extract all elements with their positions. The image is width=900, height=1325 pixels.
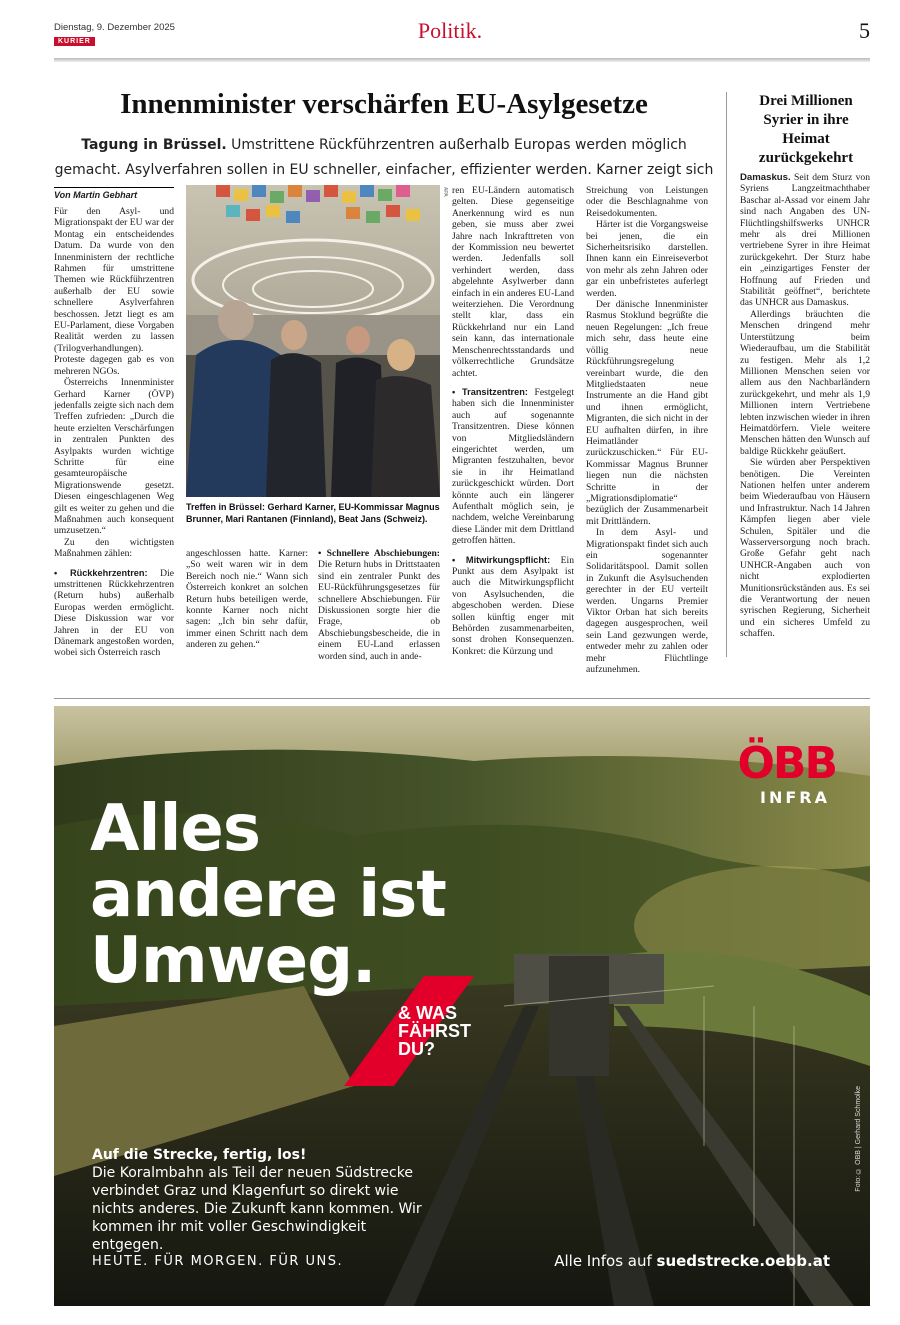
- article-column-5: [586, 185, 708, 675]
- byline: Von Martin Gebhart: [54, 187, 174, 200]
- slash-line: DU?: [398, 1039, 435, 1059]
- sidebar-body: [740, 172, 870, 640]
- bullet-abschiebungen: [318, 548, 440, 662]
- article-headline: Innenminister verschärfen EU-Asylgesetze: [120, 88, 648, 120]
- bullet-text: Die Return hubs in Drittstaaten sind ein zentraler Punkt des EU-Rückführungsgesetzes für schnellere Abschiebungen. Für Diskussionen sorgte hier die Frage, ob Abschiebungsbescheide, die in einem EU-Land erlassen worden sind, auch in ande-: [318, 559, 440, 662]
- bullet-text: Ein Punkt aus dem Asylpakt ist auch die Mitwirkungspflicht von Asylsuchenden, die abgeschoben werden. Diese sollen künftig enger mit Behörden zusammenarbeiten, sonst drohen Konsequenzen. Konkret: die Kürzung und: [452, 554, 574, 657]
- ad-headline-line: Alles: [90, 792, 260, 866]
- ad-copy-text: Die Koralmbahn als Teil der neuen Südstrecke verbindet Graz und Klagenfurt so direkt wie nichts anderes. Die Zukunft kann kommen. Wir kommen ihr mit voller Geschwindigkeit entgegen.: [92, 1165, 422, 1253]
- oebb-advertisement[interactable]: [54, 706, 870, 1306]
- ad-divider: [54, 698, 870, 699]
- slash-line: & WAS: [398, 1003, 458, 1023]
- ad-info-prefix: Alle Infos auf: [554, 1252, 657, 1270]
- bullet-transitzentren: [452, 387, 574, 547]
- paragraph-text: Seit dem Sturz von Syriens Langzeitmachthaber Baschar al-Assad vor einem Jahr sind nach Angaben des UN-Flüchtlingshilfswerks UNHCR mehr als drei Millionen vertriebene Syrer in ihre Heimat zurückgekehrt. Der Sturz habe ein „einzigartiges Fenster der Hoffnung auf Frieden und Stabilität geöffnet“, berichtete das UNHCR aus Damaskus.: [740, 172, 870, 309]
- ad-headline-line: andere ist: [90, 858, 446, 932]
- paragraph: [740, 172, 870, 309]
- bullet-rueckkehrzentren: [54, 568, 174, 659]
- paragraph: Allerdings bräuchten die Menschen dringend mehr Unterstützung beim Wiederaufbau, um die Stabilität zu festigen. Mehr als 1,2 Millionen Menschen seien vor allem aus den Nachbarländern zurückgekehrt, und mehr als 1,9 Millionen intern Vertriebene lebten inzwischen wieder in ihren Heimatdörfern. Viele weitere Menschen hätten den Wunsch auf baldige Rückkehr geäußert.: [740, 308, 870, 457]
- bullet-label: • Transitzentren:: [452, 386, 528, 397]
- sidebar-headline: Drei Millionen Syrier in ihre Heimat zurückgekehrt: [758, 93, 854, 166]
- photo-caption: Treffen in Brüssel: Gerhard Karner, EU-Kommissar Magnus Brunner, Mari Rantanen (Finnland), Beat Jans (Schweiz).: [186, 502, 440, 524]
- column-divider: [726, 92, 727, 657]
- sub-rest: Umstrittene Rückführzentren außerhalb Europas werden möglich gemacht. Asylverfahren sollen in EU schneller, einfacher, effizienter werden. Karner zeigt sich: [54, 137, 714, 178]
- bullet-label: • Rückkehrzentren:: [54, 567, 148, 578]
- section-title: Politik.: [417, 18, 483, 43]
- oebb-infra-label: INFRA: [760, 788, 830, 807]
- ad-copy: [92, 1146, 432, 1254]
- paragraph: Härter ist die Vorgangsweise bei jenen, die ein Sicherheitsrisiko darstellen. Ihnen kann ein Einreiseverbot von mehr als zehn Jahren oder gar ein unbefristetes auferlegt werden.: [586, 219, 708, 299]
- bullet-text: Festgelegt haben sich die Innenminister auch auf sogenannte Transitzentren. Diese können von Mitgliedsländern eingerichtet werden, um Migranten festzuhalten, bevor sie in ihr Heimatland zurückgeschickt würden. Dort könnte auch ein längerer Aufenthalt möglich sein, je nachdem, welche Vereinbarung diese Länder mit dem Drittland getroffen hätten.: [452, 386, 574, 547]
- article-column-3: [318, 548, 440, 662]
- paragraph: Zu den wichtigsten Maßnahmen zählen:: [54, 536, 174, 560]
- oebb-logo: ÖBB: [737, 738, 836, 789]
- bullet-text: Die umstrittenen Rückkehrzentren (Return hubs) außerhalb Europas werden ermöglicht. Diese Diskussion war vor Jahren in der EU von Dänemark angestoßen worden, wobei sich Österreich rasch: [54, 567, 174, 659]
- ad-info-link[interactable]: suedstrecke.oebb.at: [656, 1252, 830, 1270]
- article-column-2: [186, 548, 308, 651]
- bullet-label: • Mitwirkungspflicht:: [452, 554, 551, 565]
- article-column-4: [452, 185, 574, 657]
- ad-slash-text: [398, 1004, 471, 1058]
- slash-line: FÄHRST: [398, 1021, 471, 1041]
- paragraph: angeschlossen hatte. Karner: „So weit waren wir in dem Bereich noch nie.“ Wann sich Österreich konkret an solchen Return hubs beteiligen werde, konnte Karner noch nicht sagen: „Ich bin sehr dafür, immer einen Schritt nach dem anderen zu gehen.“: [186, 548, 308, 651]
- ad-headline: [90, 792, 446, 998]
- paragraph: Streichung von Leistungen oder die Beschlagnahme von Reisedokumenten.: [586, 185, 708, 219]
- bullet-mitwirkungspflicht: [452, 555, 574, 658]
- paragraph: Für den Asyl- und Migrationspakt der EU war der Montag ein entscheidendes Datum. Da wurde von den Innenministern der rechtliche Rahmen für umstrittene Themen wie Rückführzentren außerhalb der EU sowie schnellere Asylverfahren beschossen. Jetzt liegt es am EU-Parlament, diese Vorgaben Realität werden zu lassen (Trilogverhandlungen). Proteste dagegen gab es von mehreren NGOs.: [54, 206, 174, 377]
- paragraph: Der dänische Innenminister Rasmus Stoklund begrüßte die neuen Regelungen: „Ich freue mich sehr, dass heute eine völlig neue Rückführungsregelung vereinbart wurde, die den Mitgliedstaaten neue Instrumente an die Hand gibt und ihnen ermöglicht, Migranten, die sich nicht in der EU aufhalten dürfen, in ihre Heimatländer zurückzuschicken.“ Für EU-Kommissar Magnus Brunner liegen nun die nächsten Schritte in der „Migrationsdiplomatie“ bezüglich der Zusammenarbeit mit Drittländern.: [586, 299, 708, 527]
- ad-photo-credit: Foto: © ÖBB | Gerhard Schmolke: [855, 1086, 862, 1192]
- article-photo: [186, 185, 440, 497]
- photo-credit: APA: [442, 187, 448, 197]
- bullet-label: • Schnellere Abschiebungen:: [318, 548, 440, 559]
- photo-illustration: [186, 185, 440, 497]
- issue-date: Dienstag, 9. Dezember 2025: [54, 22, 175, 33]
- ad-slogan: HEUTE. FÜR MORGEN. FÜR UNS.: [92, 1254, 344, 1269]
- ad-info: [554, 1252, 830, 1270]
- ad-copy-title: Auf die Strecke, fertig, los!: [92, 1147, 307, 1163]
- page-number: 5: [859, 18, 870, 43]
- paragraph: ren EU-Ländern automatisch gelten. Diese gegenseitige Anerkennung wird es nun geben, sie muss aber zwei Jahre nach Inkrafttreten von der Kommission neu bewertet werden. Jedenfalls soll verhindert werden, dass abgelehnte Asylwerber dann einfach in ein anderes EU-Land weiterziehen. Die Verordnung stellt klar, dass ein Rückkehrland nur ein Land sein kann, das internationale Menschenrechtsstandards und völkerrechtliche Grundsätze achtet.: [452, 185, 574, 379]
- paragraph: Sie würden aber Perspektiven benötigen. Die Vereinten Nationen helfen unter anderem beim Wiederaufbau von Häusern und Infrastruktur. Nach 14 Jahren Kämpfen liegen aber viele Schulen, Spitäler und die Wasserversorgung noch brach. Große Gefahr geht nach UNHCR-Angaben auch von nicht explodierten Munitionsrückständen aus. Es sei die Verantwortung der neuen syrischen Regierung, Sicherheit und ein sicheres Umfeld zu schaffen.: [740, 457, 870, 640]
- paragraph: Österreichs Innenminister Gerhard Karner (ÖVP) jedenfalls zeigte sich nach dem Treffen zufrieden: „Durch die heute erzielten Verschärfungen in zentralen Punkten des Asylpakts wurden wichtige Schritte für eine gesamteuropäische Migrationswende gesetzt. Diesen eingeschlagenen Weg gilt es weiter zu gehen und die Maßnahmen auch konsequent umzusetzen.“: [54, 377, 174, 537]
- ad-headline-line: Umweg.: [90, 924, 376, 998]
- article-column-1: [54, 187, 174, 659]
- paragraph: In dem Asyl- und Migrationspakt findet sich auch ein sogenannter Solidaritätspool. Damit sollen in Zukunft die Asylsuchenden gerechter in der EU verteilt werden. Ungarns Premier Viktor Orban hat sich bereits dagegen ausgesprochen, weil sein Land gezwungen werde, entweder mehr zu zahlen oder mehr Flüchtlinge aufzunehmen.: [586, 527, 708, 676]
- header-rule: [54, 58, 870, 62]
- sub-lead: Tagung in Brüssel.: [81, 137, 227, 153]
- dateline: Damaskus.: [740, 172, 791, 183]
- paper-logo: KURIER: [54, 37, 95, 46]
